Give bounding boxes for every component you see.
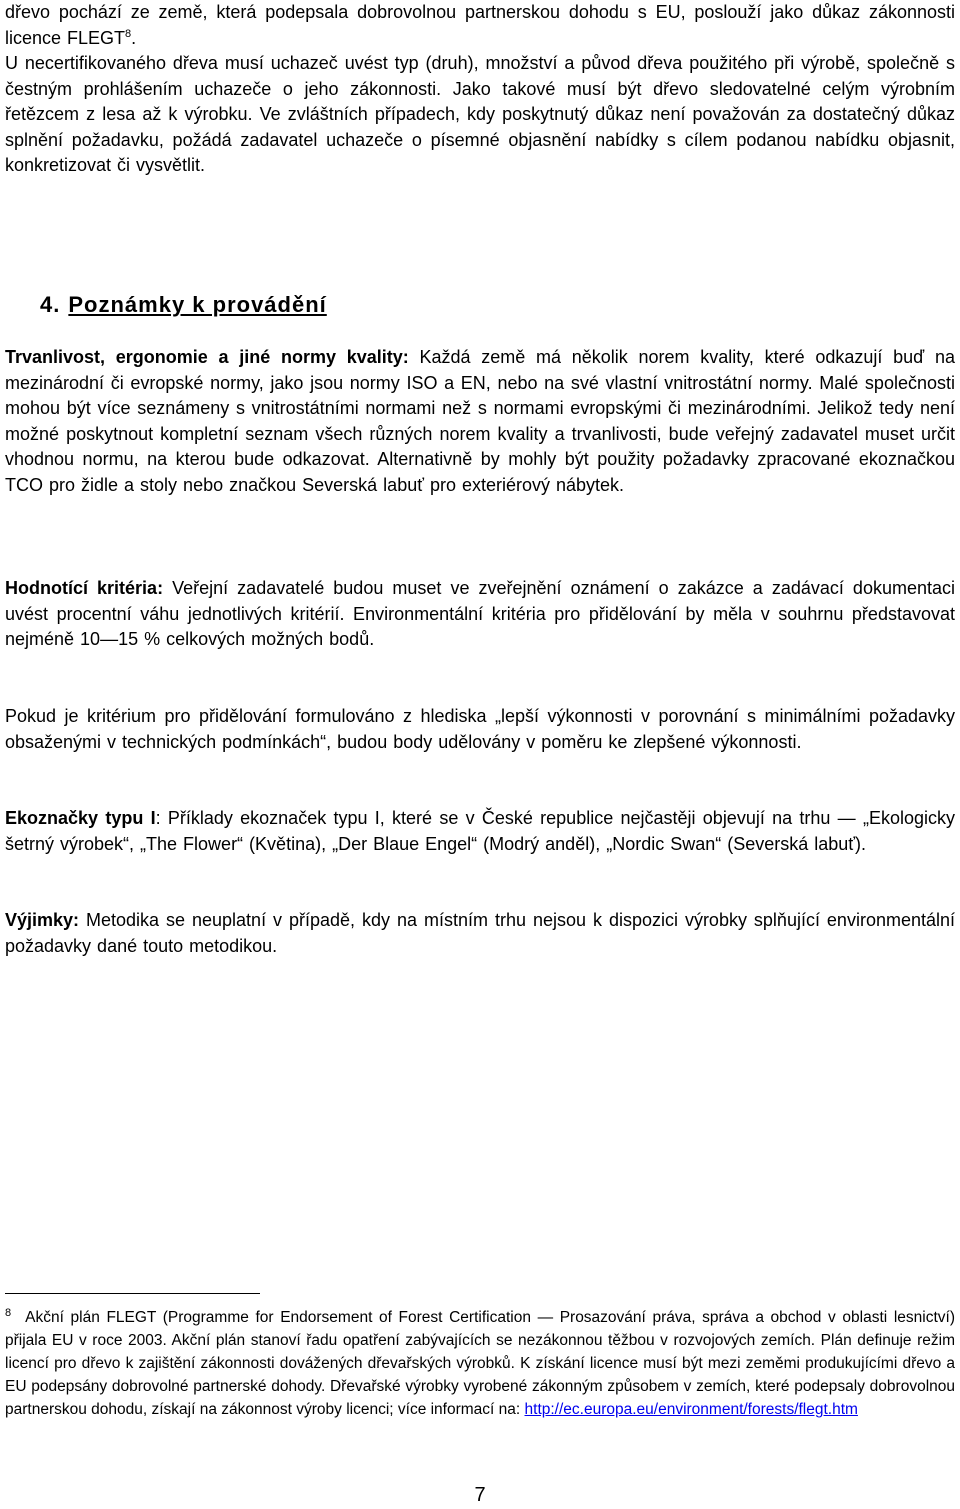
exceptions-label: Výjimky: xyxy=(5,910,80,930)
criteria-label: Hodnotící kritéria: xyxy=(5,578,164,598)
intro-paragraph-2: U necertifikovaného dřeva musí uchazeč uvést typ (druh), množství a původ dřeva použitého při výrobě, společně s čestným prohlášením uchazeče o jeho zákonnosti. Jako takové musí být dřevo sledovatelné celým výrobním řetězcem z lesa až k výrobku. Ve zvláštních případech, kdy poskytnutý důkaz není považován za dostatečný důkaz splnění požadavku, požádá zadavatel uchazeče o písemné objasnění nabídky s cílem podanou nabídku objasnit, konkretizovat či vysvětlit. xyxy=(5,53,955,176)
criteria-text: Veřejní zadavatelé budou muset ve zveřejnění oznámení o zakázce a zadávací dokumentaci uvést procentní váhu jednotlivých kritérií. Environmentální kritéria pro přidělování by měla v souhrnu představovat nejméně 10—15 % celkových možných bodů. xyxy=(5,578,955,650)
ecolabel-paragraph xyxy=(5,806,955,857)
section-number: 4. xyxy=(40,292,61,317)
footnote-text: Akční plán FLEGT (Programme for Endorsement of Forest Certification — Prosazování práva, správa a obchod v oblasti lesnictví) přijala EU v roce 2003. Akční plán stanoví řadu opatření zabývajících se nezákonnou těžbou v rozvojových zemích. Plán definuje režim licencí pro dřevo k zajištění zákonnosti dovážených dřevařských výrobků. K získání licence musí být mezi zeměmi produkujícími dřevo a EU podepsány dobrovolné partnerské dohody. Dřevařské výrobky vyrobené zákonným způsobem v zemích, které podepsaly dobrovolnou partnerskou dohodu, získají na zákonnost výroby licenci; více informací na: xyxy=(5,1309,955,1418)
ecolabel-label: Ekoznačky typu I xyxy=(5,808,156,828)
exceptions-text: Metodika se neuplatní v případě, kdy na místním trhu nejsou k dispozici výrobky splňující environmentální požadavky dané touto metodikou. xyxy=(5,910,955,956)
footnote-number: 8 xyxy=(5,1306,12,1319)
intro-text-1: dřevo pochází ze země, která podepsala dobrovolnou partnerskou dohodu s EU, poslouží jako důkaz zákonnosti licence FLEGT xyxy=(5,2,955,48)
footnote-divider xyxy=(5,1293,260,1294)
intro-paragraph-1 xyxy=(5,0,955,51)
section-title: Poznámky k provádění xyxy=(68,292,327,317)
ecolabel-text: : Příklady ekoznaček typu I, které se v České republice nejčastěji objevují na trhu — „Ekologicky šetrný výrobek“, „The Flower“ (Květina), „Der Blaue Engel“ (Modrý anděl), „Nordic Swan“ (Severská labuť). xyxy=(5,808,955,854)
footnote-link[interactable]: http://ec.europa.eu/environment/forests/flegt.htm xyxy=(524,1401,858,1418)
footnote xyxy=(5,1306,955,1421)
exceptions-paragraph xyxy=(5,908,955,959)
footnote-reference[interactable]: 8 xyxy=(125,27,132,40)
durability-label: Trvanlivost, ergonomie a jiné normy kvality: xyxy=(5,347,409,367)
section-heading xyxy=(40,292,327,318)
durability-text: Každá země má několik norem kvality, které odkazují buď na mezinárodní či evropské normy, jako jsou normy ISO a EN, nebo na své vlastní vnitrostátní normy. Malé společnosti mohou být více seznámeny s vnitrostátními normami než s normami evropskými či mezinárodními. Jelikož tedy není možné poskytnout kompletní seznam všech různých norem kvality a trvanlivosti, bude veřejný zadavatel muset určit vhodnou normu, na kterou bude odkazovat. Alternativně by mohly být použity požadavky zpracované ekoznačkou TCO pro židle a stoly nebo značkou Severská labuť pro exteriérový nábytek. xyxy=(5,347,955,495)
criteria-paragraph xyxy=(5,576,955,653)
intro-text-1-end: . xyxy=(131,27,137,48)
page-number: 7 xyxy=(474,1484,486,1506)
durability-paragraph xyxy=(5,345,955,499)
award-paragraph: Pokud je kritérium pro přidělování formulováno z hlediska „lepší výkonnosti v porovnání s minimálními požadavky obsaženými v technických podmínkách“, budou body udělovány v poměru ke zlepšené výkonnosti. xyxy=(5,706,955,752)
